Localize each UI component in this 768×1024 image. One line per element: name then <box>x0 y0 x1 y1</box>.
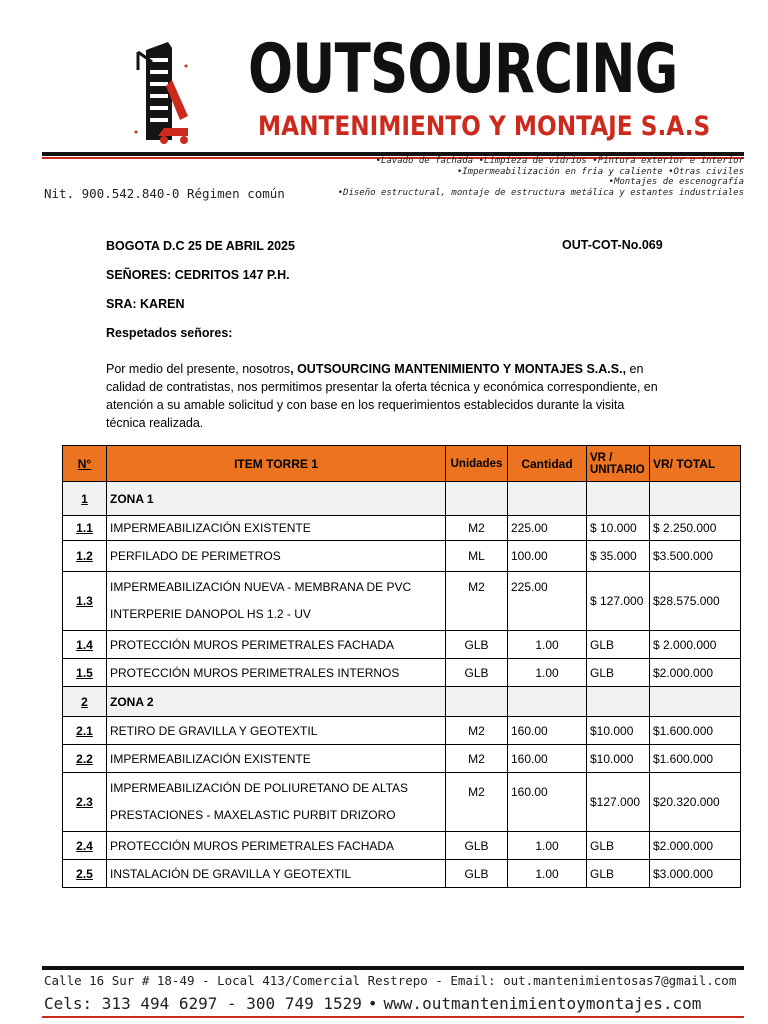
table-row <box>63 572 741 631</box>
table-row <box>63 482 741 516</box>
header-total: VR/ TOTAL <box>650 446 741 482</box>
row-item: PROTECCIÓN MUROS PERIMETRALES FACHADA <box>107 631 446 659</box>
header-units: Unidades <box>446 446 508 482</box>
table-header-row <box>63 446 741 482</box>
table-row <box>63 773 741 832</box>
row-units: GLB <box>446 631 508 659</box>
row-units: M2 <box>446 773 508 832</box>
header-unit-price: VR / UNITARIO <box>587 446 650 482</box>
row-unit-price: $ 127.000 <box>587 572 650 631</box>
brand-subtitle: MANTENIMIENTO Y MONTAJE S.A.S <box>258 111 711 142</box>
header-qty: Cantidad <box>508 446 587 482</box>
row-total: $ 2.250.000 <box>650 516 741 541</box>
row-unit-price: GLB <box>587 832 650 860</box>
row-num: 2.3 <box>63 773 107 832</box>
row-units: M2 <box>446 572 508 631</box>
row-total: $20.320.000 <box>650 773 741 832</box>
letter-date: BOGOTA D.C 25 DE ABRIL 2025 <box>106 239 295 253</box>
footer-rule <box>42 966 744 970</box>
row-unit-price: $127.000 <box>587 773 650 832</box>
footer-phones: Cels: 313 494 6297 - 300 749 1529 <box>44 994 362 1013</box>
header-num: N° <box>63 446 107 482</box>
row-item: INSTALACIÓN DE GRAVILLA Y GEOTEXTIL <box>107 860 446 888</box>
row-units: M2 <box>446 745 508 773</box>
services-list <box>338 156 744 198</box>
row-num: 2.1 <box>63 717 107 745</box>
row-qty: 1.00 <box>508 832 587 860</box>
row-num: 1.4 <box>63 631 107 659</box>
row-item: IMPERMEABILIZACIÓN EXISTENTE <box>107 516 446 541</box>
row-qty: 1.00 <box>508 659 587 687</box>
table-row <box>63 745 741 773</box>
row-units: M2 <box>446 717 508 745</box>
letter-recipient: SEÑORES: CEDRITOS 147 P.H. <box>106 268 290 282</box>
row-num: 2.4 <box>63 832 107 860</box>
table-row <box>63 687 741 717</box>
service-line: •Diseño estructural, montaje de estructura metálica y estantes industriales <box>337 187 744 198</box>
row-total: $2.000.000 <box>650 659 741 687</box>
row-total: $28.575.000 <box>650 572 741 631</box>
row-num: 2 <box>63 687 107 717</box>
row-qty: 160.00 <box>508 773 587 832</box>
row-total: $2.000.000 <box>650 832 741 860</box>
row-item: PROTECCIÓN MUROS PERIMETRALES FACHADA <box>107 832 446 860</box>
quote-table <box>62 445 741 888</box>
header-item: ITEM TORRE 1 <box>107 446 446 482</box>
row-qty: 1.00 <box>508 860 587 888</box>
footer-contact <box>44 994 701 1013</box>
letter-greeting: Respetados señores: <box>106 326 233 340</box>
row-total: $1.600.000 <box>650 717 741 745</box>
intro-text: en calidad de contratistas, nos permitimos presentar la oferta técnica y económica correspondiente, en atención a su amable solicitud y con base en los requerimientos establecidos durante la visita técnica realizada. <box>106 362 658 430</box>
row-unit-price: $ 10.000 <box>587 516 650 541</box>
footer-bullet: • <box>367 994 378 1013</box>
row-units: ML <box>446 541 508 572</box>
brand-name: OUTSOURCING <box>248 30 678 109</box>
letter-attention: SRA: KAREN <box>106 297 185 311</box>
table-row <box>63 717 741 745</box>
row-unit-price: GLB <box>587 659 650 687</box>
table-row <box>63 631 741 659</box>
row-qty: 1.00 <box>508 631 587 659</box>
row-item: RETIRO DE GRAVILLA Y GEOTEXTIL <box>107 717 446 745</box>
service-line: •Lavado de fachada •Limpieza de vidrios •Pintura exterior e interior <box>375 156 744 166</box>
row-num: 1.5 <box>63 659 107 687</box>
service-line: •Montajes de escenografía <box>608 177 744 187</box>
table-row <box>63 860 741 888</box>
nit-number: Nit. 900.542.840-0 Régimen común <box>44 186 285 201</box>
row-num: 1.2 <box>63 541 107 572</box>
row-units: M2 <box>446 516 508 541</box>
table-row <box>63 659 741 687</box>
row-unit-price: $10.000 <box>587 717 650 745</box>
row-qty: 225.00 <box>508 572 587 631</box>
row-unit-price: GLB <box>587 631 650 659</box>
intro-company: , OUTSOURCING MANTENIMIENTO Y MONTAJES S.A.S., <box>290 362 627 376</box>
row-qty: 225.00 <box>508 516 587 541</box>
row-qty: 100.00 <box>508 541 587 572</box>
row-item: IMPERMEABILIZACIÓN DE POLIURETANO DE ALTAS PRESTACIONES - MAXELASTIC PURBIT DRIZORO <box>107 773 446 832</box>
row-item: IMPERMEABILIZACIÓN NUEVA - MEMBRANA DE PVC INTERPERIE DANOPOL HS 1.2 - UV <box>107 572 446 631</box>
quote-reference: OUT-COT-No.069 <box>562 238 663 252</box>
row-item: IMPERMEABILIZACIÓN EXISTENTE <box>107 745 446 773</box>
row-unit-price: $10.000 <box>587 745 650 773</box>
table-row <box>63 832 741 860</box>
footer-rule-red <box>42 1016 744 1018</box>
row-num: 2.2 <box>63 745 107 773</box>
service-line: •Impermeabilización en fría y caliente •Otras civiles <box>456 166 744 177</box>
row-num: 1.3 <box>63 572 107 631</box>
table-row <box>63 541 741 572</box>
table-row <box>63 516 741 541</box>
row-total: $3.500.000 <box>650 541 741 572</box>
row-num: 2.5 <box>63 860 107 888</box>
footer-website: www.outmantenimientoymontajes.com <box>383 994 702 1013</box>
zone-label: ZONA 2 <box>107 687 446 717</box>
footer-address: Calle 16 Sur # 18-49 - Local 413/Comercial Restrepo - Email: out.mantenimientosas7@gmail.com <box>44 973 737 988</box>
row-units: GLB <box>446 860 508 888</box>
row-total: $ 2.000.000 <box>650 631 741 659</box>
row-units: GLB <box>446 659 508 687</box>
row-total: $3.000.000 <box>650 860 741 888</box>
row-units: GLB <box>446 832 508 860</box>
row-unit-price: $ 35.000 <box>587 541 650 572</box>
company-logo-icon <box>128 40 194 148</box>
zone-label: ZONA 1 <box>107 482 446 516</box>
row-total: $1.600.000 <box>650 745 741 773</box>
row-num: 1 <box>63 482 107 516</box>
row-qty: 160.00 <box>508 717 587 745</box>
row-unit-price: GLB <box>587 860 650 888</box>
row-item: PROTECCIÓN MUROS PERIMETRALES INTERNOS <box>107 659 446 687</box>
row-item: PERFILADO DE PERIMETROS <box>107 541 446 572</box>
intro-text: Por medio del presente, nosotros <box>106 362 291 376</box>
row-qty: 160.00 <box>508 745 587 773</box>
letter-intro <box>106 360 666 432</box>
row-num: 1.1 <box>63 516 107 541</box>
